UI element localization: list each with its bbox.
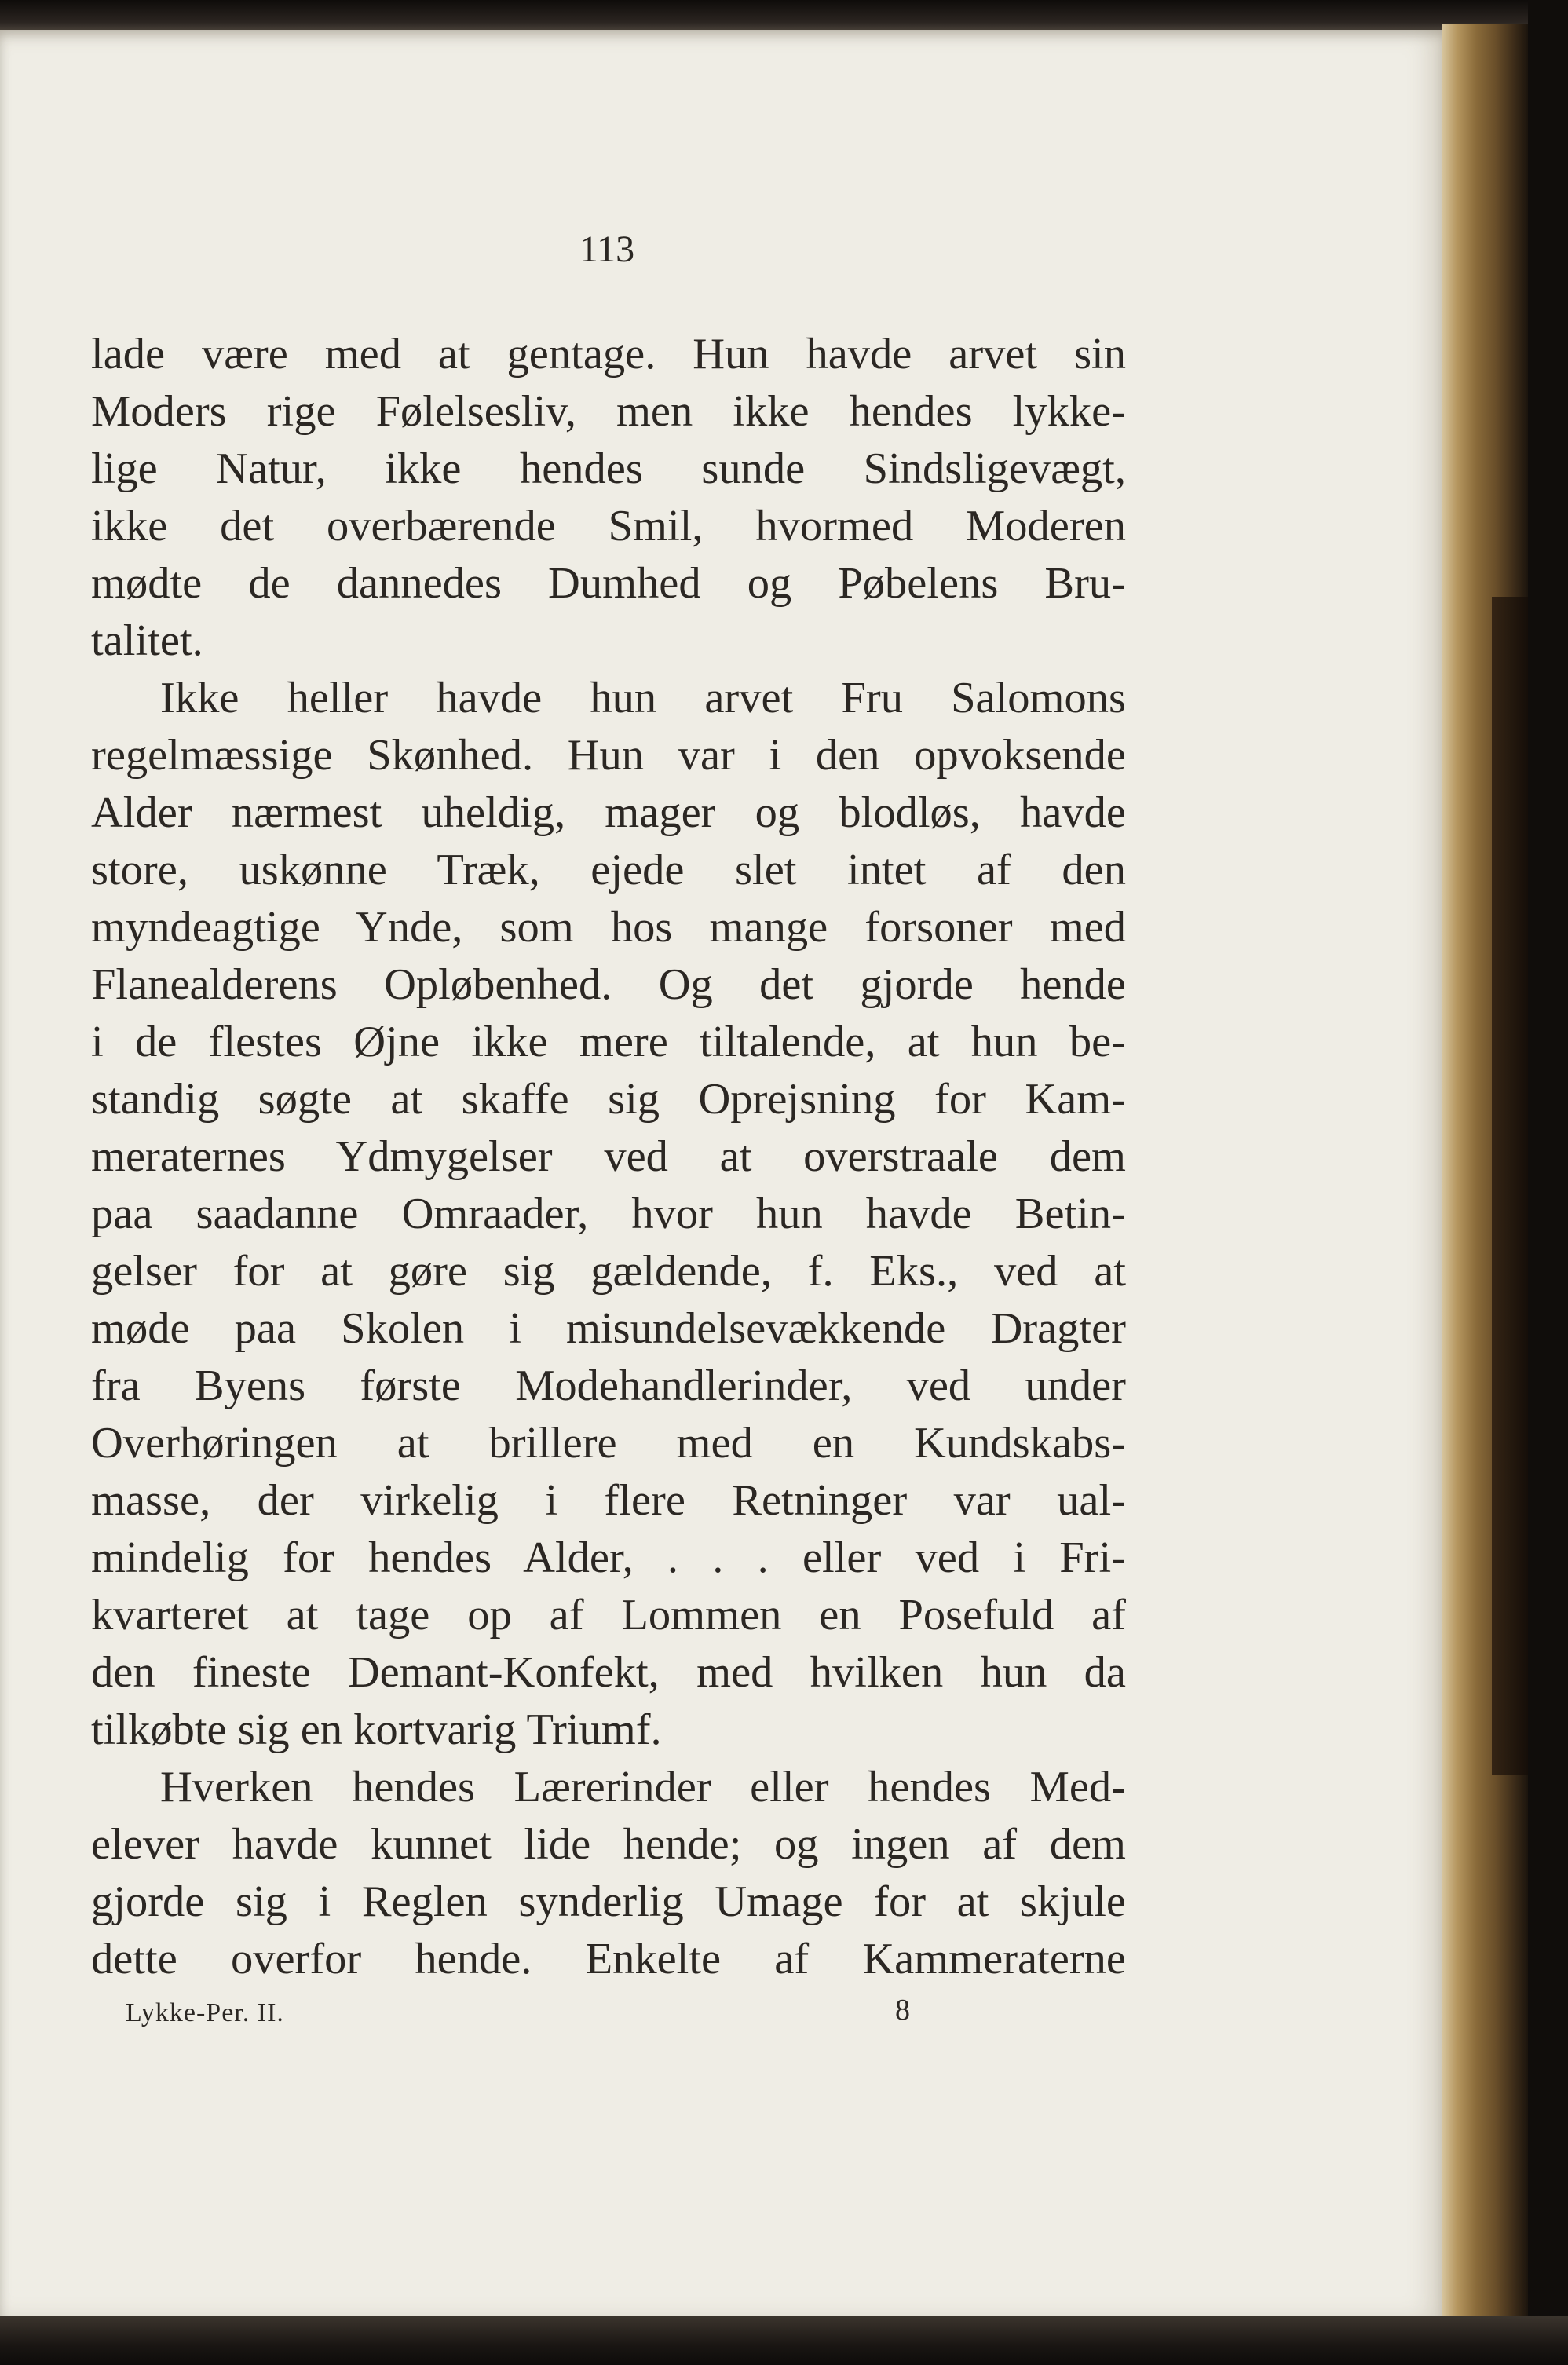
text-line: lige Natur, ikke hendes sunde Sindsligevægt, xyxy=(91,444,1126,493)
text-line: lade være med at gentage. Hun havde arvet sin xyxy=(91,330,1126,378)
text-line: myndeagtige Ynde, som hos mange forsoner med xyxy=(91,903,1126,952)
text-line: gelser for at gøre sig gældende, f. Eks., ved at xyxy=(91,1247,1126,1296)
text-line: paa saadanne Omraader, hvor hun havde Betin- xyxy=(91,1190,1126,1238)
text-line: meraternes Ydmygelser ved at overstraale dem xyxy=(91,1132,1126,1181)
text-line: Hverken hendes Lærerinder eller hendes Med- xyxy=(160,1763,1126,1811)
text-line: den fineste Demant-Konfekt, med hvilken hun da xyxy=(91,1648,1126,1697)
background-edge xyxy=(1528,0,1568,2365)
text-line: Alder nærmest uheldig, mager og blodløs, havde xyxy=(91,788,1126,837)
book-bottom-edge xyxy=(0,2316,1568,2365)
text-line: kvarteret at tage op af Lommen en Posefuld af xyxy=(91,1591,1126,1639)
text-line: tilkøbte sig en kortvarig Triumf. xyxy=(91,1705,662,1754)
text-line: Ikke heller havde hun arvet Fru Salomons xyxy=(160,674,1126,722)
text-line: regelmæssige Skønhed. Hun var i den opvoksende xyxy=(91,731,1126,780)
text-line: mindelig for hendes Alder, . . . eller ved i Fri- xyxy=(91,1533,1126,1582)
text-line: masse, der virkelig i flere Retninger var ual- xyxy=(91,1476,1126,1525)
text-line: elever havde kunnet lide hende; og ingen af dem xyxy=(91,1820,1126,1869)
footer-signature: Lykke-Per. II. xyxy=(126,1998,284,2027)
book-top-edge xyxy=(0,0,1568,31)
page-number: 113 xyxy=(579,228,635,270)
text-line: dette overfor hende. Enkelte af Kammeraterne xyxy=(91,1935,1126,1983)
text-line: store, uskønne Træk, ejede slet intet af den xyxy=(91,846,1126,894)
body-text xyxy=(91,326,1126,1988)
footer-sheet-number: 8 xyxy=(895,1994,910,2027)
text-line: talitet. xyxy=(91,616,203,665)
text-line: Flanealderens Opløbenhed. Og det gjorde hende xyxy=(91,960,1126,1009)
text-line: standig søgte at skaffe sig Oprejsning for Kam- xyxy=(91,1075,1126,1124)
text-line: Moders rige Følelsesliv, men ikke hendes lykke- xyxy=(91,387,1126,436)
text-line: gjorde sig i Reglen synderlig Umage for at skjule xyxy=(91,1877,1126,1926)
text-line: Overhøringen at brillere med en Kundskabs- xyxy=(91,1419,1126,1468)
text-line: ikke det overbærende Smil, hvormed Moderen xyxy=(91,502,1126,550)
text-line: i de flestes Øjne ikke mere tiltalende, at hun be- xyxy=(91,1018,1126,1066)
text-line: fra Byens første Modehandlerinder, ved under xyxy=(91,1362,1126,1410)
text-line: mødte de dannedes Dumhed og Pøbelens Bru- xyxy=(91,559,1126,608)
text-line: møde paa Skolen i misundelsevækkende Dragter xyxy=(91,1304,1126,1353)
book-spine-shadow xyxy=(1492,597,1528,1775)
